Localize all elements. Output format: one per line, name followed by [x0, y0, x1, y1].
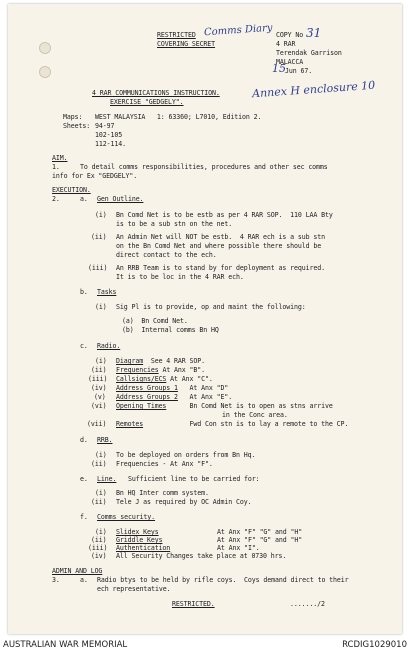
para-label: b.	[80, 288, 88, 296]
item-number: (ii)	[91, 460, 107, 468]
radio-term: Address Groups 2	[116, 393, 178, 401]
item-number: (i)	[95, 357, 107, 365]
item-number: (i)	[95, 211, 107, 219]
radio-term: Opening Times	[116, 402, 167, 410]
item-number: (vii)	[87, 420, 107, 428]
item-number: (i)	[95, 303, 107, 311]
para-label: c.	[80, 342, 88, 350]
title-line-2: EXERCISE "GEDGELY".	[110, 98, 184, 106]
document-page	[8, 4, 402, 634]
item-number: (iv)	[91, 552, 107, 560]
admin-heading: ADMIN AND LOG	[52, 567, 103, 575]
admin-line: ech representative.	[97, 585, 171, 593]
admin-number: 3.	[52, 576, 60, 584]
item-number: (v)	[94, 393, 106, 401]
line-para	[97, 475, 260, 483]
footer-reference: RCDIG1029010	[342, 640, 407, 650]
radio-term: Remotes	[116, 420, 144, 428]
item-number: (ii)	[91, 536, 107, 544]
sub-item: (b) Internal comms Bn HQ	[122, 326, 219, 334]
sheet-range: 94-97	[95, 122, 115, 130]
title-line-1: 4 RAR COMMUNICATIONS INSTRUCTION.	[92, 89, 220, 97]
radio-detail: Fwd Con stn is to lay a remote to the CP.	[143, 420, 349, 428]
sub-item: (a) Bn Comd Net.	[122, 317, 188, 325]
aim-number: 1.	[52, 163, 60, 171]
rrb-title: RRB.	[97, 436, 113, 444]
radio-item	[116, 420, 348, 428]
footer-source: AUSTRALIAN WAR MEMORIAL	[3, 640, 128, 650]
item-text: Sig Pl is to provide, op and maint the following:	[116, 303, 306, 311]
radio-item	[116, 393, 232, 401]
sheets-label: Sheets:	[63, 122, 91, 130]
item-number: (i)	[95, 451, 107, 459]
radio-detail-continued: in the Conc area.	[222, 411, 288, 419]
item-number: (ii)	[91, 366, 107, 374]
location: MALACCA	[276, 58, 304, 66]
radio-item	[116, 402, 333, 410]
radio-term: Address Groups 1	[116, 384, 178, 392]
security-term: Authentication	[116, 544, 171, 552]
security-term: Griddle Keys	[116, 536, 163, 544]
item-text: An RRB Team is to stand by for deployment as required.	[116, 264, 325, 272]
radio-item	[116, 366, 205, 374]
tasks-title: Tasks	[97, 288, 117, 296]
unit: 4 RAR	[276, 40, 296, 48]
covering-secret: COVERING SECRET	[157, 40, 216, 48]
radio-detail: At Anx "C".	[166, 375, 213, 383]
line-title: Line.	[97, 475, 117, 483]
item-number: (iv)	[91, 384, 107, 392]
item-number: (vi)	[91, 402, 107, 410]
item-text: Frequencies - At Anx "F".	[116, 460, 213, 468]
item-number: (iii)	[88, 544, 108, 552]
handwritten-date-day: 15	[272, 62, 286, 75]
radio-detail: At Anx "D"	[177, 384, 229, 392]
garrison: Terendak Garrison	[276, 49, 342, 57]
item-number: (i)	[95, 528, 107, 536]
radio-detail: At Anx "E".	[177, 393, 233, 401]
item-text: An Admin Net will NOT be estb. 4 RAR ech is a sub stn	[116, 233, 325, 241]
aim-line: To detail comms responsibilities, procedures and other sec comms	[80, 163, 328, 171]
item-number: (iii)	[88, 264, 108, 272]
para-label: f.	[80, 513, 88, 521]
radio-detail: Bn Comd Net is to open as stns arrive	[166, 402, 333, 410]
item-text: Tele J as required by OC Admin Coy.	[116, 498, 252, 506]
execution-number: 2.	[52, 195, 60, 203]
date: Jun 67.	[285, 67, 313, 75]
execution-heading: EXECUTION.	[52, 186, 91, 194]
maps-label: Maps:	[63, 113, 83, 121]
archive-footer	[0, 637, 410, 654]
item-text: Bn Comd Net is to be estb as per 4 RAR SOP. 110 LAA Bty	[116, 211, 333, 219]
handwritten-copy-number: 31	[306, 26, 322, 40]
radio-title: Radio.	[97, 342, 121, 350]
radio-item	[116, 357, 205, 365]
security-detail: At Anx "F" "G" and "H"	[217, 528, 303, 536]
item-number: (ii)	[91, 233, 107, 241]
radio-item	[116, 384, 228, 392]
item-text: To be deployed on orders from Bn Hq.	[116, 451, 256, 459]
gen-outline-title: Gen Outline.	[97, 195, 144, 203]
page-continuation: ......./2	[290, 600, 325, 608]
aim-heading: AIM.	[52, 154, 68, 162]
security-detail: All Security Changes take place at 0730 hrs.	[116, 552, 287, 560]
item-number: (ii)	[91, 498, 107, 506]
radio-detail: See 4 RAR SOP.	[143, 357, 206, 365]
item-text: It is to be loc in the 4 RAR ech.	[116, 273, 244, 281]
security-detail: At Anx "F" "G" and "H"	[217, 536, 303, 544]
item-text: on the Bn Comd Net and where possible there should be	[116, 242, 322, 250]
handwritten-annex-note: Annex H enclosure 10	[251, 78, 376, 101]
para-label: d.	[80, 436, 88, 444]
line-text: Sufficient line to be carried for:	[116, 475, 260, 483]
para-label: e.	[80, 475, 88, 483]
radio-item	[116, 375, 213, 383]
aim-line: info for Ex "GEDGELY".	[52, 172, 138, 180]
radio-term: Frequencies	[116, 366, 159, 374]
maps-text: WEST MALAYSIA 1: 63360; L7010, Edition 2.	[95, 113, 262, 121]
comms-security-title: Comms security.	[97, 513, 156, 521]
classification-top: RESTRICTED	[157, 31, 196, 39]
classification-bottom: RESTRICTED.	[172, 600, 215, 608]
radio-term: Diagram	[116, 357, 144, 365]
radio-detail: At Anx "B".	[158, 366, 206, 374]
radio-term: Callsigns/ECS	[116, 375, 167, 383]
item-number: (iii)	[88, 375, 108, 383]
security-term: Slidex Keys	[116, 528, 159, 536]
handwritten-comms-diary: Comms Diary	[203, 22, 273, 39]
punch-hole	[39, 66, 51, 78]
security-detail: At Anx "I".	[217, 544, 260, 552]
para-label: a.	[80, 576, 88, 584]
copy-no-label: COPY No	[276, 31, 304, 39]
sheet-range: 112-114.	[95, 140, 126, 148]
item-text: direct contact to the ech.	[116, 251, 217, 259]
item-text: Bn HQ Inter comm system.	[116, 489, 209, 497]
item-number: (i)	[95, 489, 107, 497]
sheet-range: 102-105	[95, 131, 123, 139]
item-text: is to be a sub stn on the net.	[116, 220, 233, 228]
para-label: a.	[80, 195, 88, 203]
admin-line: Radio btys to be held by rifle coys. Coys demand direct to their	[97, 576, 349, 584]
punch-hole	[39, 42, 51, 54]
